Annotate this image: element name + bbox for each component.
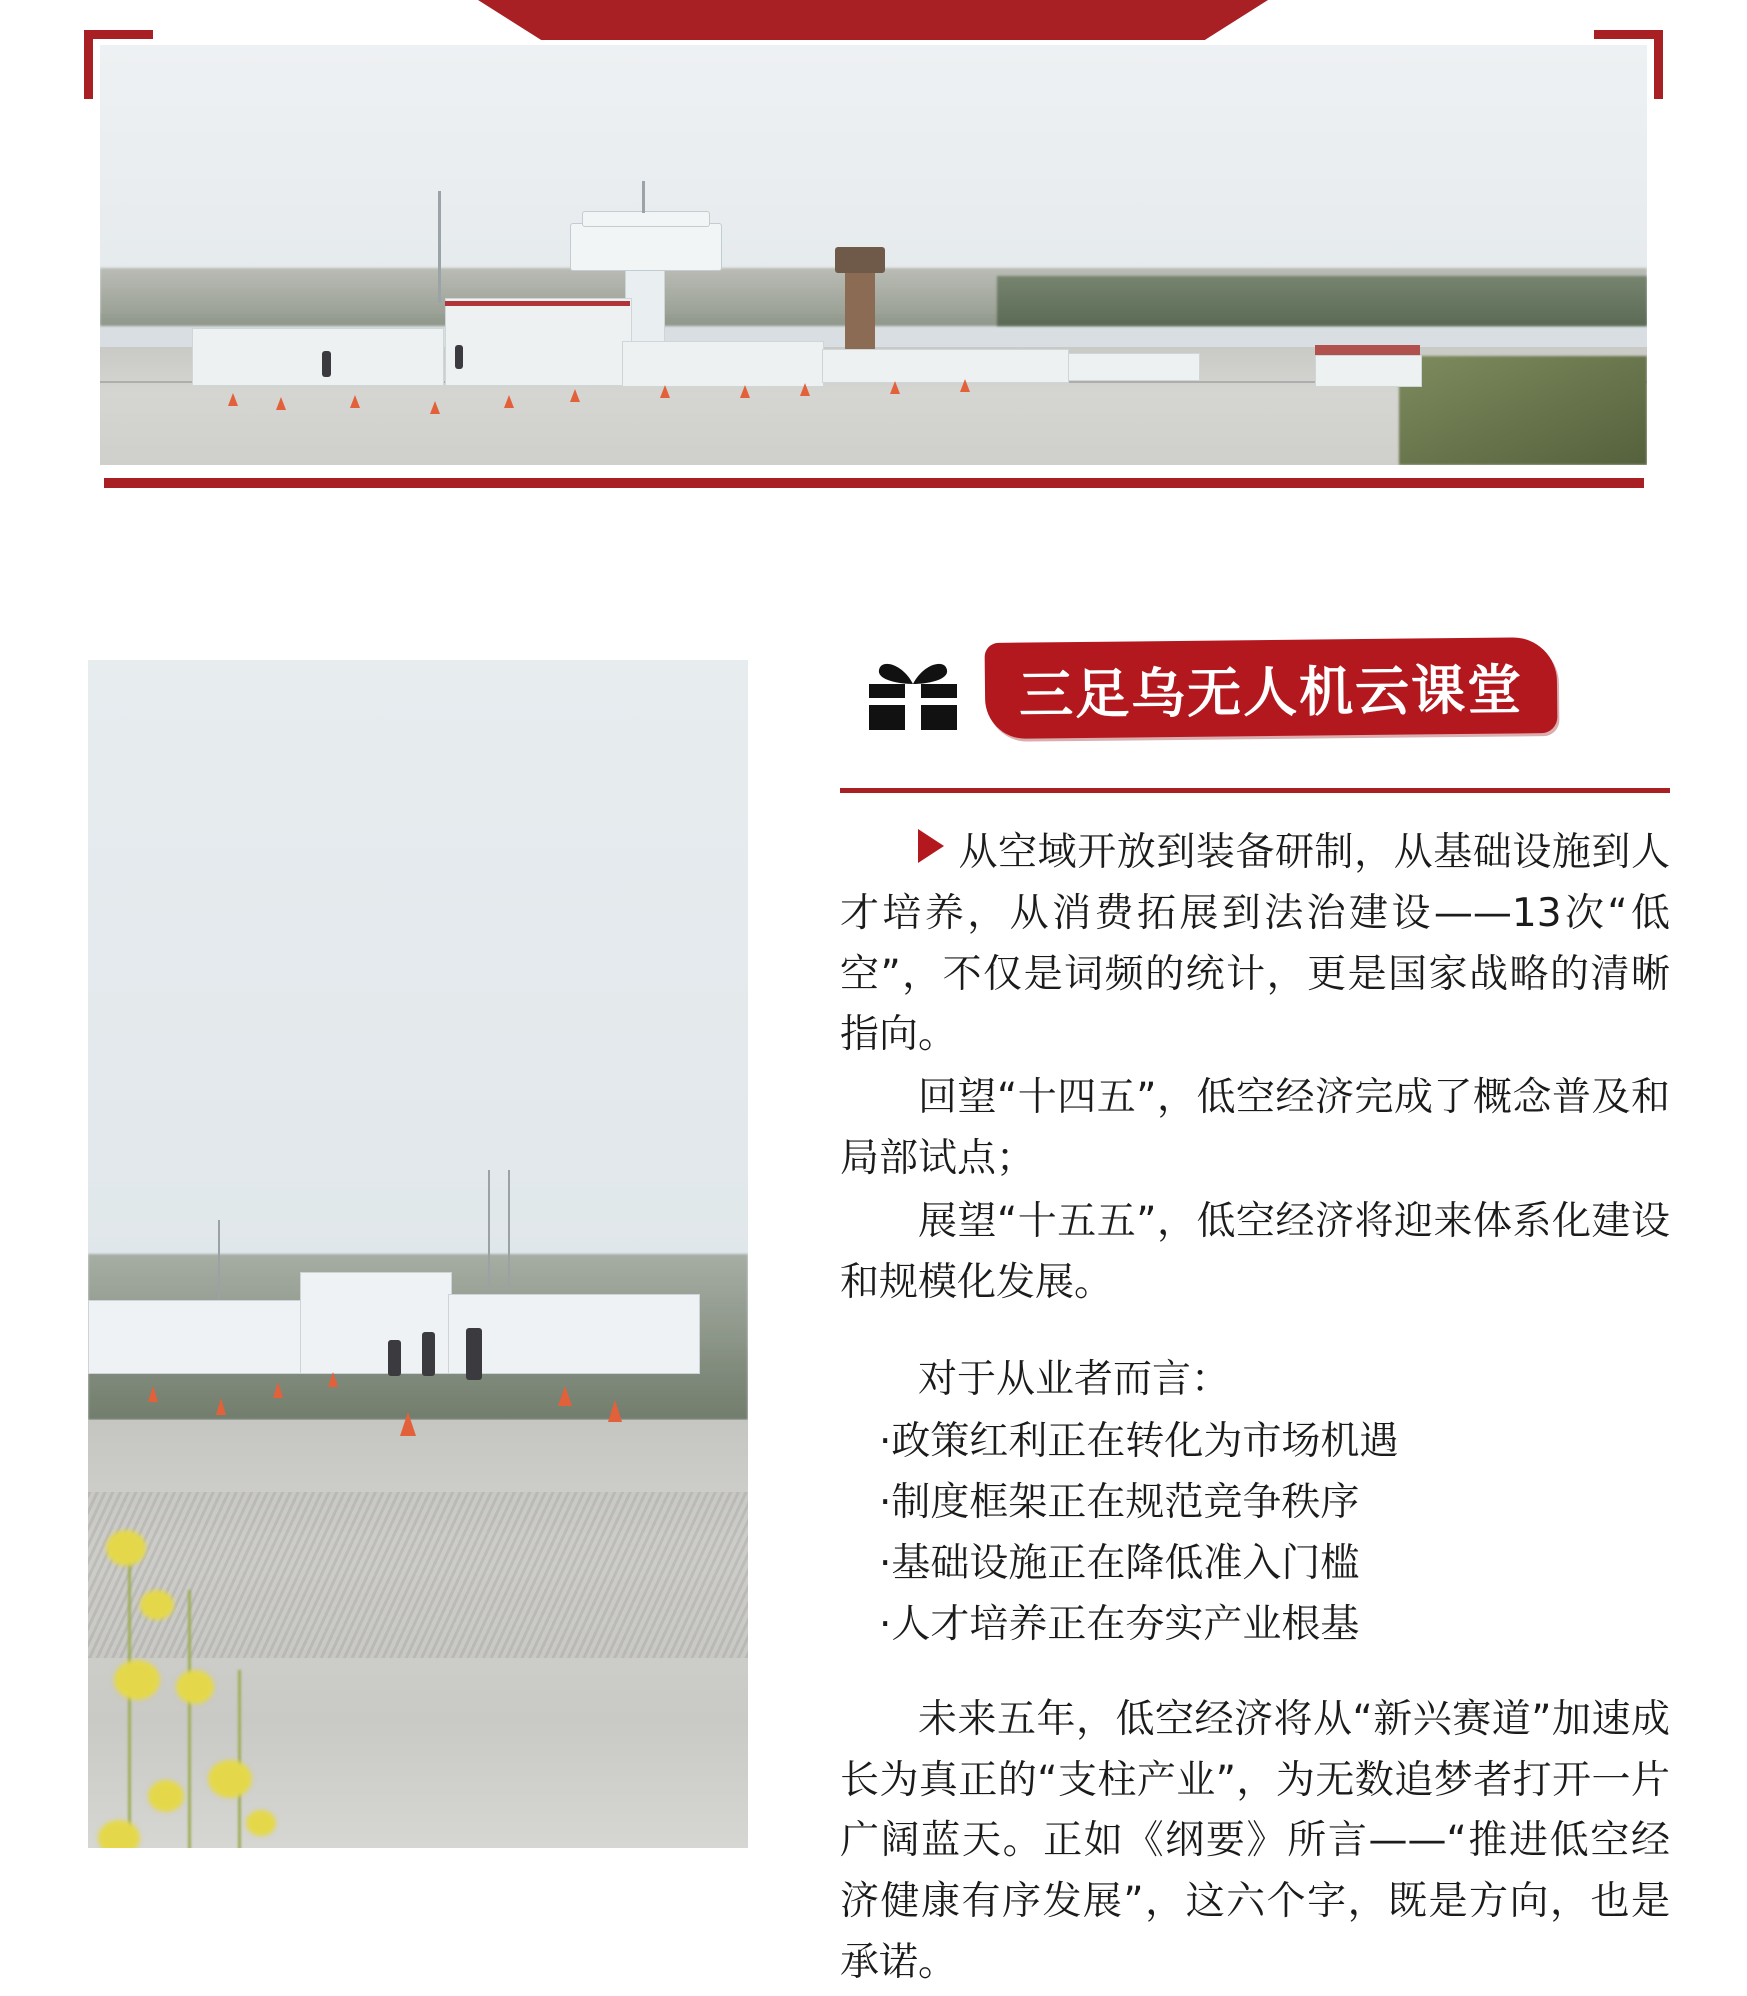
far-right-building	[1315, 355, 1422, 387]
spacer	[840, 1656, 1670, 1690]
article-column	[840, 640, 1670, 1996]
traffic-cone	[430, 401, 440, 414]
terminal-building-right	[622, 341, 824, 387]
hangar-row	[822, 349, 1069, 383]
paragraph-3	[840, 1192, 1670, 1314]
training-field-photo	[88, 660, 748, 1848]
container-building-right	[448, 1294, 700, 1374]
paragraph-1	[840, 823, 1670, 1066]
airfield-panorama-photo	[100, 45, 1647, 465]
paragraph-2	[840, 1068, 1670, 1190]
control-tower-cab	[570, 223, 722, 271]
paragraph-1-text: 从空域开放到装备研制，从基础设施到人才培养，从消费拓展到法治建设——13次“低空”，不仅是词频的统计，更是国家战略的清晰指向。	[840, 830, 1670, 1058]
traffic-cone	[228, 393, 238, 406]
traffic-cone	[800, 383, 810, 396]
rape-flower	[208, 1760, 252, 1798]
flower-stem	[238, 1670, 241, 1848]
person-figure	[388, 1340, 401, 1376]
article-body	[840, 823, 1670, 1994]
list-heading: 对于从业者而言：	[918, 1356, 1231, 1402]
watchtower-cab	[835, 247, 885, 273]
far-building-row	[1068, 353, 1200, 381]
person-figure	[322, 351, 331, 377]
closing-paragraph: 未来五年，低空经济将从“新兴赛道”加速成长为真正的“支柱产业”，为无数追梦者打开一片广阔蓝天。正如《纲要》所言——“推进低空经济健康有序发展”，这六个字，既是方向，也是承诺。	[840, 1696, 1670, 1986]
traffic-cone	[400, 1412, 416, 1436]
rape-flower	[140, 1590, 174, 1620]
transmission-pylon	[508, 1170, 510, 1290]
traffic-cone	[276, 397, 286, 410]
traffic-cone	[608, 1400, 622, 1422]
traffic-cone	[740, 385, 750, 398]
section-title-row	[840, 640, 1670, 750]
antenna-mast-left	[438, 191, 441, 303]
rape-flower	[246, 1810, 276, 1836]
terminal-red-stripe	[445, 301, 630, 306]
traffic-cone	[660, 385, 670, 398]
traffic-cone	[570, 389, 580, 402]
rape-flower	[114, 1660, 160, 1700]
terminal-building-center	[445, 298, 632, 386]
red-roof-building	[1315, 345, 1420, 355]
distant-treeline-right	[997, 276, 1647, 326]
person-figure	[466, 1328, 482, 1380]
hero-bottom-red-rule	[104, 478, 1644, 488]
flower-stem	[188, 1590, 191, 1848]
rape-flower	[106, 1530, 146, 1566]
traffic-cone	[273, 1382, 283, 1398]
terminal-building-left	[192, 328, 444, 386]
transmission-pylon	[218, 1220, 220, 1300]
traffic-cone	[216, 1398, 226, 1415]
control-tower-roof	[582, 211, 710, 227]
rape-flower	[148, 1780, 184, 1812]
list-item: ·制度框架正在规范竞争秩序	[879, 1480, 1360, 1526]
spacer	[840, 1316, 1670, 1350]
paragraph-3-text: 展望“十五五”，低空经济将迎来体系化建设和规模化发展。	[840, 1198, 1670, 1305]
gravel-area	[88, 1492, 748, 1658]
traffic-cone	[350, 395, 360, 408]
sky	[88, 660, 748, 1349]
play-triangle-icon	[918, 829, 944, 863]
container-building-left	[88, 1300, 305, 1374]
top-red-chevron-banner	[478, 0, 1268, 40]
traffic-cone	[328, 1372, 338, 1387]
person-figure	[422, 1332, 435, 1376]
traffic-cone	[558, 1386, 572, 1406]
rape-flower	[98, 1820, 140, 1848]
section-title-badge	[985, 637, 1558, 739]
traffic-cone	[890, 381, 900, 394]
traffic-cone	[504, 395, 514, 408]
tower-antenna-mast	[642, 181, 645, 213]
list-item: ·人才培养正在夯实产业根基	[879, 1601, 1360, 1647]
traffic-cone	[960, 379, 970, 392]
person-figure	[455, 345, 463, 369]
hero-section	[0, 0, 1747, 520]
gift-icon	[865, 658, 961, 732]
section-title-text: 三足乌无人机云课堂	[1018, 657, 1524, 727]
title-divider-rule	[840, 788, 1670, 793]
rape-flower	[176, 1670, 214, 1704]
paragraph-2-text: 回望“十四五”，低空经济完成了概念普及和局部试点；	[840, 1075, 1670, 1182]
list-item: ·政策红利正在转化为市场机遇	[879, 1419, 1399, 1465]
transmission-pylon	[488, 1170, 490, 1290]
traffic-cone	[148, 1386, 158, 1402]
list-item: ·基础设施正在降低准入门槛	[879, 1541, 1360, 1587]
grass-strip	[1399, 356, 1647, 465]
